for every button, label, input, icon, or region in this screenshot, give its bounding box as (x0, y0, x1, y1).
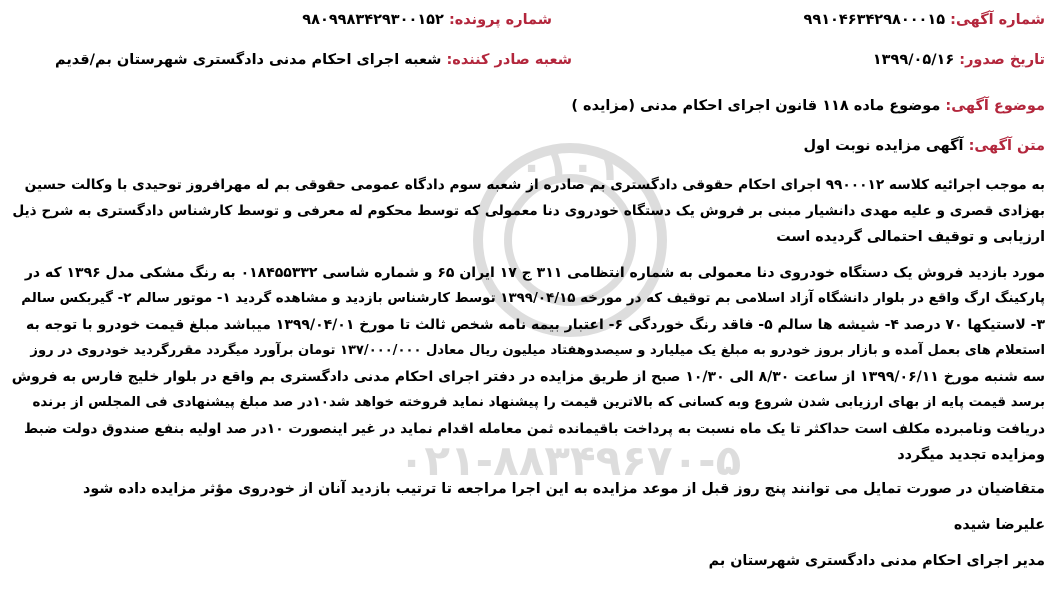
body-line: برسد قیمت پایه از بهای ارزیابی شدن شروع وبه کسانی که بالاترین قیمت را پیشنهاد نماید فروخته خواهد شد۱۰در صد مبلغ پیشنهادی فی المجلس از برنده (32, 395, 1045, 410)
issuer-label: شعبه صادر کننده: (446, 52, 572, 68)
subject-value: موضوع ماده ۱۱۸ قانون اجرای احکام مدنی (مزایده ) (571, 98, 941, 114)
subject-label: موضوع آگهی: (945, 98, 1045, 114)
watermark-phone: ۰۲۱-۸۸۳۴۹۶۷۰-۵ (398, 436, 742, 485)
body-line: استعلام های بعمل آمده و بازار بروز خودرو به مبلغ یک میلیارد و سیصدوهفتاد میلیون ریال معادل ۱۳۷/۰۰۰/۰۰۰ تومان برآورد میگردد مقررگردید خودروی در روز (30, 343, 1045, 358)
body-line: ومزایده تجدید میگردد (897, 447, 1045, 463)
case-number-label: شماره پرونده: (448, 12, 552, 28)
text-label: متن آگهی: (968, 138, 1045, 154)
watermark-number: ۰۱۰۱ (518, 141, 622, 190)
body-line: بهزادی قصری و علیه مهدی دانشیار مبنی بر فروش یک دستگاه خودروی دنا معمولی که توسط محکوم له معرفی و توسط کارشناس دادگستری به شرح ذیل (12, 203, 1045, 219)
signature-name: علیرضا شیده (953, 517, 1045, 533)
body-line: به موجب اجرائیه کلاسه ۹۹۰۰۰۱۲ اجرای احکام حقوقی دادگستری بم صادره از شعبه سوم دادگاه عمومی حقوقی بم له مهرافروز توحیدی با وکالت حسین (24, 177, 1045, 193)
issuer-value: شعبه اجرای احکام مدنی دادگستری شهرستان بم/قدیم (54, 52, 442, 68)
signature-title: مدیر اجرای احکام مدنی دادگستری شهرستان بم (708, 553, 1045, 569)
issue-date-field (873, 52, 1045, 68)
ad-number-value: ۹۹۱۰۴۶۳۴۲۹۸۰۰۰۱۵ (803, 12, 946, 28)
body-line: متقاضیان در صورت تمایل می توانند پنج روز قبل از موعد مزایده به این اجرا مراجعه تا ترتیب بازدید آنان از خودروی مؤثر مزایده داده شود (83, 481, 1045, 497)
issue-date-label: تاریخ صدور: (959, 52, 1045, 68)
issuer-field (55, 52, 572, 68)
body-line: دریافت ونامبرده مکلف است حداکثر تا یک ماه نسبت به پرداخت باقیمانده ثمن معامله اقدام نماید در غیر اینصورت ۱۰در صد اولیه بنفع صندوق دولت ضبط (23, 421, 1045, 437)
text-field (803, 138, 1045, 154)
case-number-value: ۹۸۰۹۹۸۳۴۲۹۳۰۰۱۵۲ (302, 12, 444, 28)
subject-field (571, 98, 1045, 114)
ad-number-field (804, 12, 1046, 28)
text-value: آگهی مزایده نوبت اول (803, 138, 964, 154)
issue-date-value: ۱۳۹۹/۰۵/۱۶ (872, 52, 955, 68)
case-number-field (302, 12, 552, 28)
body-line: ۳- لاستیکها ۷۰ درصد ۴- شیشه ها سالم ۵- فاقد رنگ خوردگی ۶- اعتبار بیمه نامه شخص ثالث تا مورخ ۱۳۹۹/۰۴/۰۱ میباشد مبلغ قیمت خودرو با توجه به (26, 317, 1045, 333)
body-line: سه شنبه مورخ ۱۳۹۹/۰۶/۱۱ از ساعت ۸/۳۰ الی ۱۰/۳۰ صبح از طریق مزایده در دفتر اجرای احکام مدنی دادگستری بم واقع در بلوار خلیج فارس به فروش (11, 369, 1045, 385)
body-line: پارکینگ ارگ واقع در بلوار دانشگاه آزاد اسلامی بم توقیف که در مورخه ۱۳۹۹/۰۴/۱۵ توسط کارشناس بازدید و مشاهده گردید ۱- موتور سالم ۲- گیربکس سالم (21, 291, 1045, 306)
body-line: ارزیابی و توقیف احتمالی گردیده است (776, 229, 1045, 245)
ad-number-label: شماره آگهی: (950, 12, 1045, 28)
body-line: مورد بازدید فروش یک دستگاه خودروی دنا معمولی به شماره انتظامی ۳۱۱ ج ۱۷ ایران ۶۵ و شماره شاسی ۰۱۸۴۵۵۳۳۲ به رنگ مشکی مدل ۱۳۹۶ که در (24, 265, 1045, 281)
